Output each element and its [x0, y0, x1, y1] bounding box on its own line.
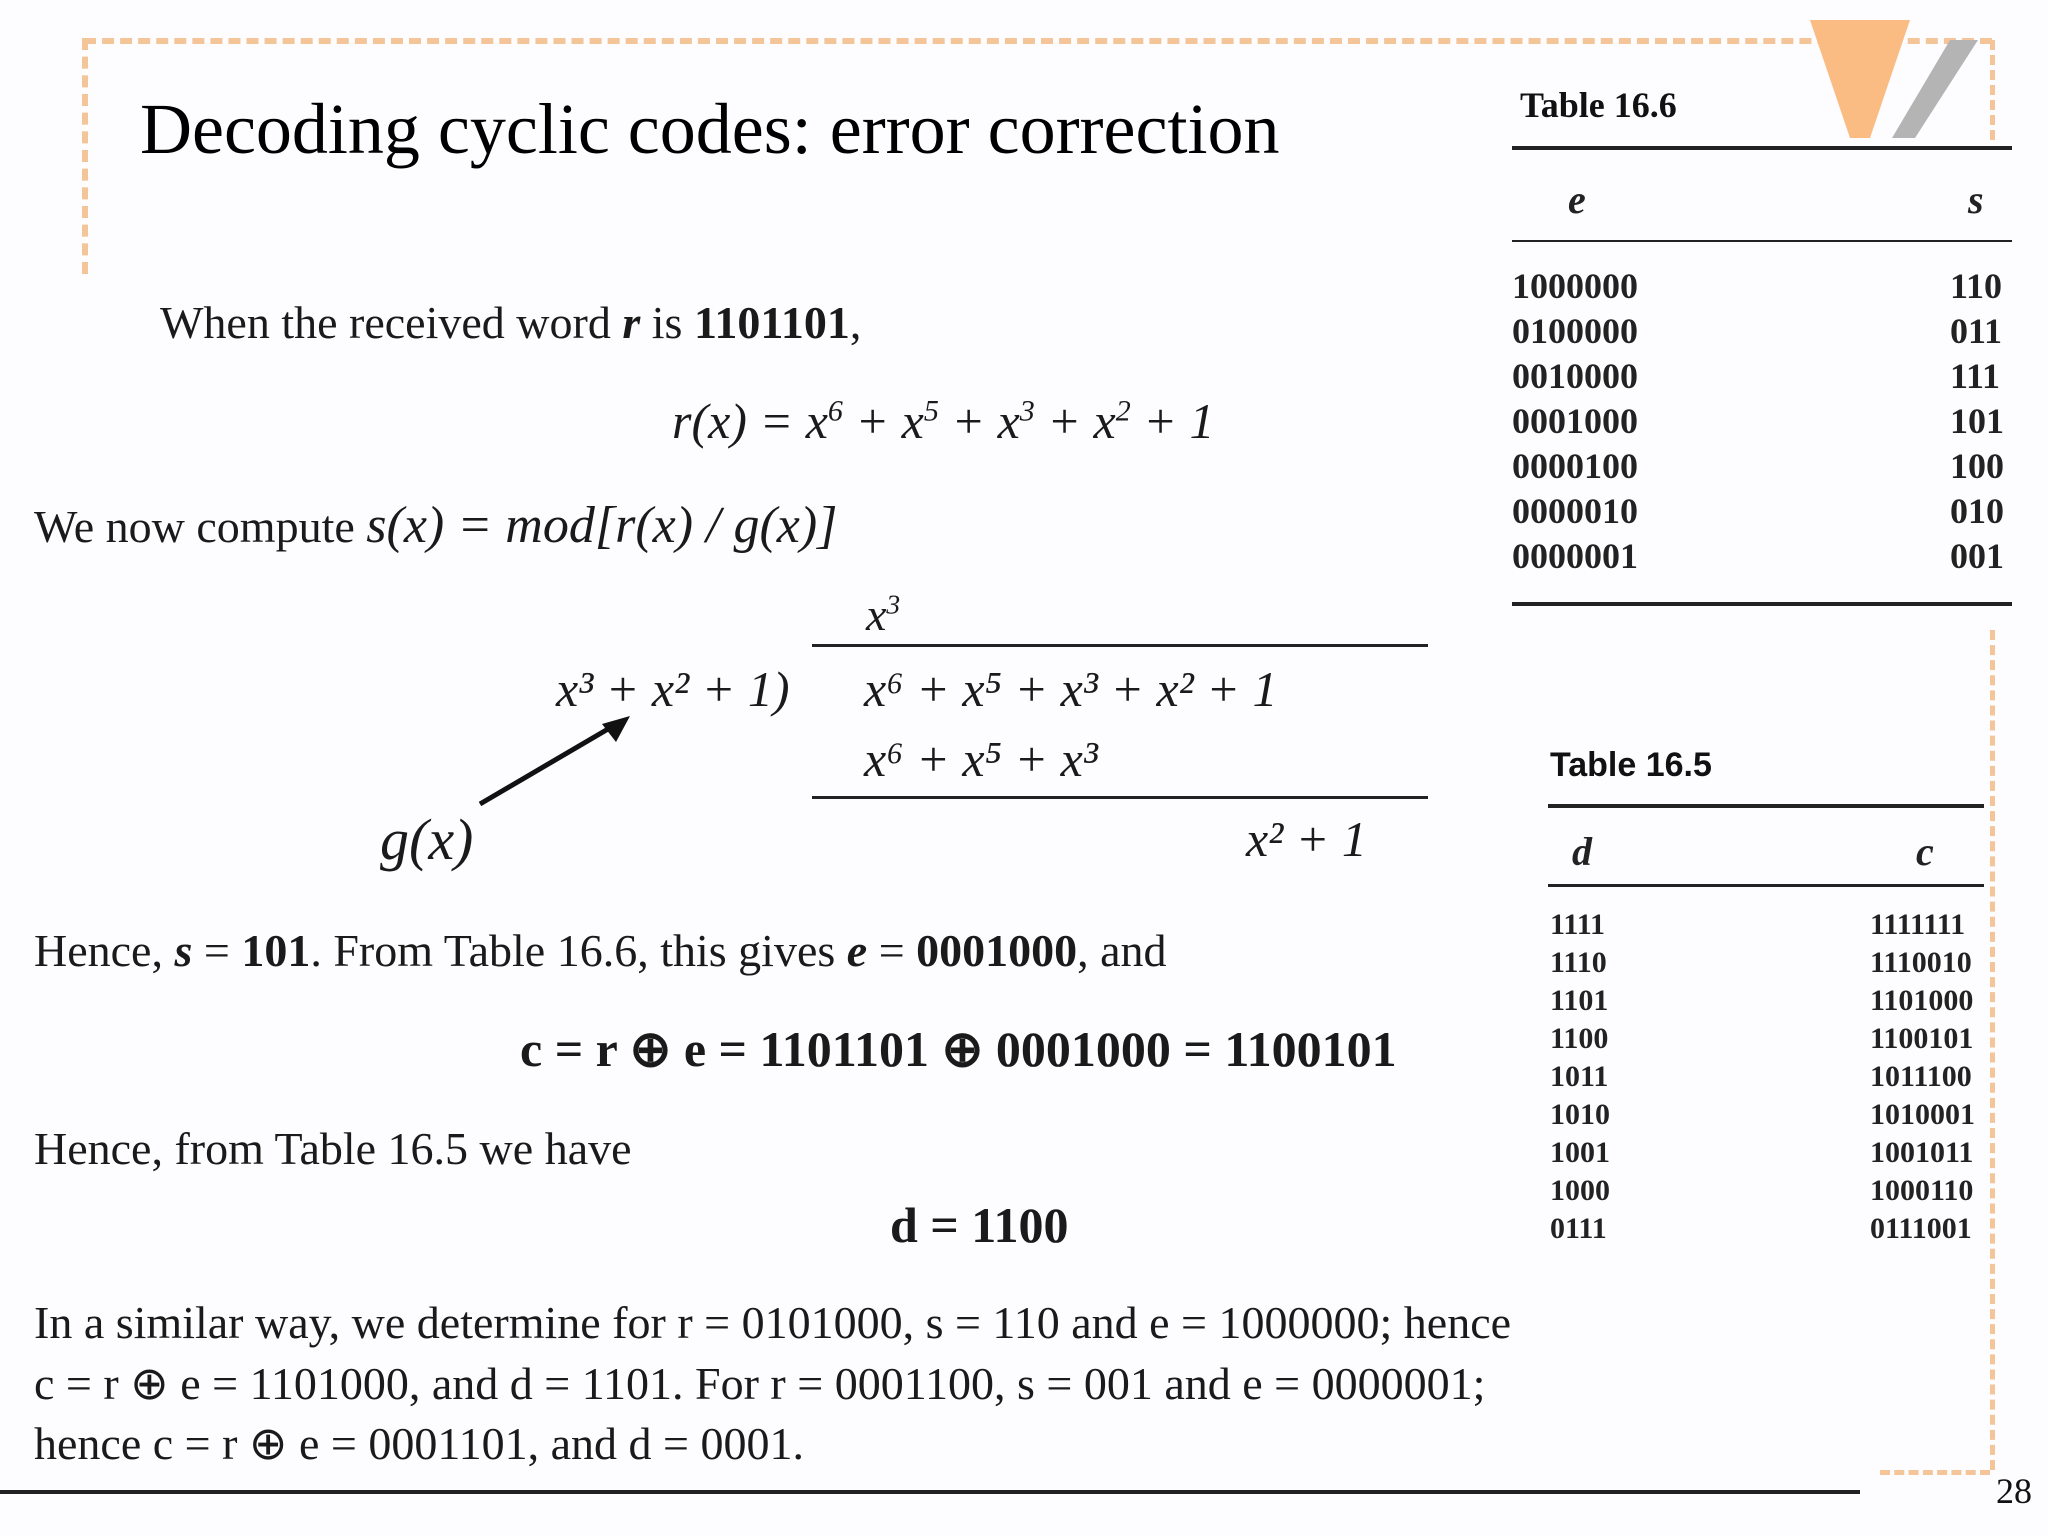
compute-syndrome-sentence: We now compute s(x) = mod[r(x) / g(x)]	[34, 497, 838, 554]
table-row: 1111111	[1870, 908, 1966, 941]
corner-logo-icon	[1800, 20, 1990, 140]
table-row: 1110010	[1870, 946, 1972, 979]
table-16-6-caption: Table 16.6	[1520, 85, 1677, 125]
codeword-equation: c = r ⊕ e = 1101101 ⊕ 0001000 = 1100101	[520, 1021, 1397, 1077]
slide-title: Decoding cyclic codes: error correction	[140, 89, 1280, 169]
page-number: 28	[1996, 1471, 2032, 1511]
table-row: 0010000	[1512, 356, 1638, 396]
division-remainder: x² + 1	[1246, 811, 1367, 867]
table-16-5-caption: Table 16.5	[1550, 746, 1712, 784]
table-row: 1000000	[1512, 266, 1638, 306]
table-row: 1100	[1550, 1022, 1609, 1055]
division-bar	[812, 644, 1428, 647]
similar-example-line-3: hence c = r ⊕ e = 0001101, and d = 0001.	[34, 1418, 804, 1469]
similar-example-line-1: In a similar way, we determine for r = 0101000, s = 110 and e = 1000000; hence	[34, 1297, 1512, 1348]
table-16-5-header-c: c	[1916, 829, 1934, 874]
table-lookup-sentence: Hence, from Table 16.5 we have	[34, 1123, 632, 1174]
table-16-6-e-column	[1512, 264, 1638, 579]
table-row: 111	[1950, 356, 2001, 396]
table-16-5-d-column	[1550, 906, 1610, 1248]
table-row: 110	[1950, 266, 2003, 306]
table-16-5-header-rule	[1548, 884, 1984, 887]
division-subtrahend: x⁶ + x⁵ + x³	[864, 731, 1098, 787]
divisor-pointer-arrow-icon	[470, 710, 640, 810]
table-16-5-c-column	[1870, 906, 1975, 1248]
table-16-5-header-d: d	[1572, 829, 1592, 874]
table-row: 0000100	[1512, 446, 1638, 486]
table-row: 1101	[1550, 984, 1609, 1017]
table-16-6-header-e: e	[1568, 177, 1586, 222]
division-subtract-line	[812, 796, 1428, 799]
table-row: 1100101	[1870, 1022, 1974, 1055]
division-divisor: x³ + x² + 1)	[556, 661, 790, 717]
table-row: 0001000	[1512, 401, 1638, 441]
table-row: 1001	[1550, 1136, 1610, 1169]
table-row: 0000001	[1512, 536, 1638, 576]
table-row: 0100000	[1512, 311, 1638, 351]
division-dividend: x⁶ + x⁵ + x³ + x² + 1	[864, 661, 1278, 717]
table-row: 1000110	[1870, 1174, 1974, 1207]
division-quotient: $x^3$	[866, 588, 901, 640]
table-row: 1000	[1550, 1174, 1610, 1207]
table-row: 010	[1950, 491, 2004, 531]
frame-right-border-top	[1990, 40, 1995, 140]
frame-top-border	[84, 38, 1992, 44]
table-16-5-top-rule	[1548, 804, 1984, 808]
table-row: 1011100	[1870, 1060, 1972, 1093]
table-row: 0111001	[1870, 1212, 1972, 1245]
divisor-label: g(x)	[380, 807, 474, 872]
syndrome-result-sentence: Hence, s = 101. From Table 16.6, this gives e = 0001000, and	[34, 925, 1167, 976]
table-row: 1111	[1550, 908, 1606, 941]
table-row: 0111	[1550, 1212, 1607, 1245]
table-row: 1001011	[1870, 1136, 1974, 1169]
table-row: 011	[1950, 311, 2003, 351]
frame-bottom-border	[1880, 1470, 1990, 1475]
similar-example-line-2: c = r ⊕ e = 1101000, and d = 1101. For r = 0001100, s = 001 and e = 0000001;	[34, 1358, 1486, 1409]
table-16-6-bottom-rule	[1512, 602, 2012, 606]
data-word-equation: d = 1100	[890, 1197, 1069, 1253]
table-row: 1010	[1550, 1098, 1610, 1131]
table-16-6-s-column	[1950, 264, 2004, 579]
bottom-rule	[0, 1490, 1860, 1494]
table-16-6-header-rule	[1512, 240, 2012, 242]
table-16-6-header-s: s	[1968, 177, 1984, 222]
frame-left-border	[82, 38, 88, 274]
table-row: 100	[1950, 446, 2004, 486]
table-row: 0000010	[1512, 491, 1638, 531]
table-row: 001	[1950, 536, 2004, 576]
table-row: 1011	[1550, 1060, 1609, 1093]
received-polynomial: $r(x) = x^6 + x^5 + x^3 + x^2 + 1$	[672, 393, 1215, 449]
frame-right-border	[1990, 630, 1995, 1470]
table-row: 1101000	[1870, 984, 1974, 1017]
table-16-6-top-rule	[1512, 146, 2012, 150]
table-row: 1010001	[1870, 1098, 1975, 1131]
received-word-sentence: When the received word r is 1101101,	[160, 297, 862, 348]
table-row: 101	[1950, 401, 2004, 441]
table-row: 1110	[1550, 946, 1607, 979]
